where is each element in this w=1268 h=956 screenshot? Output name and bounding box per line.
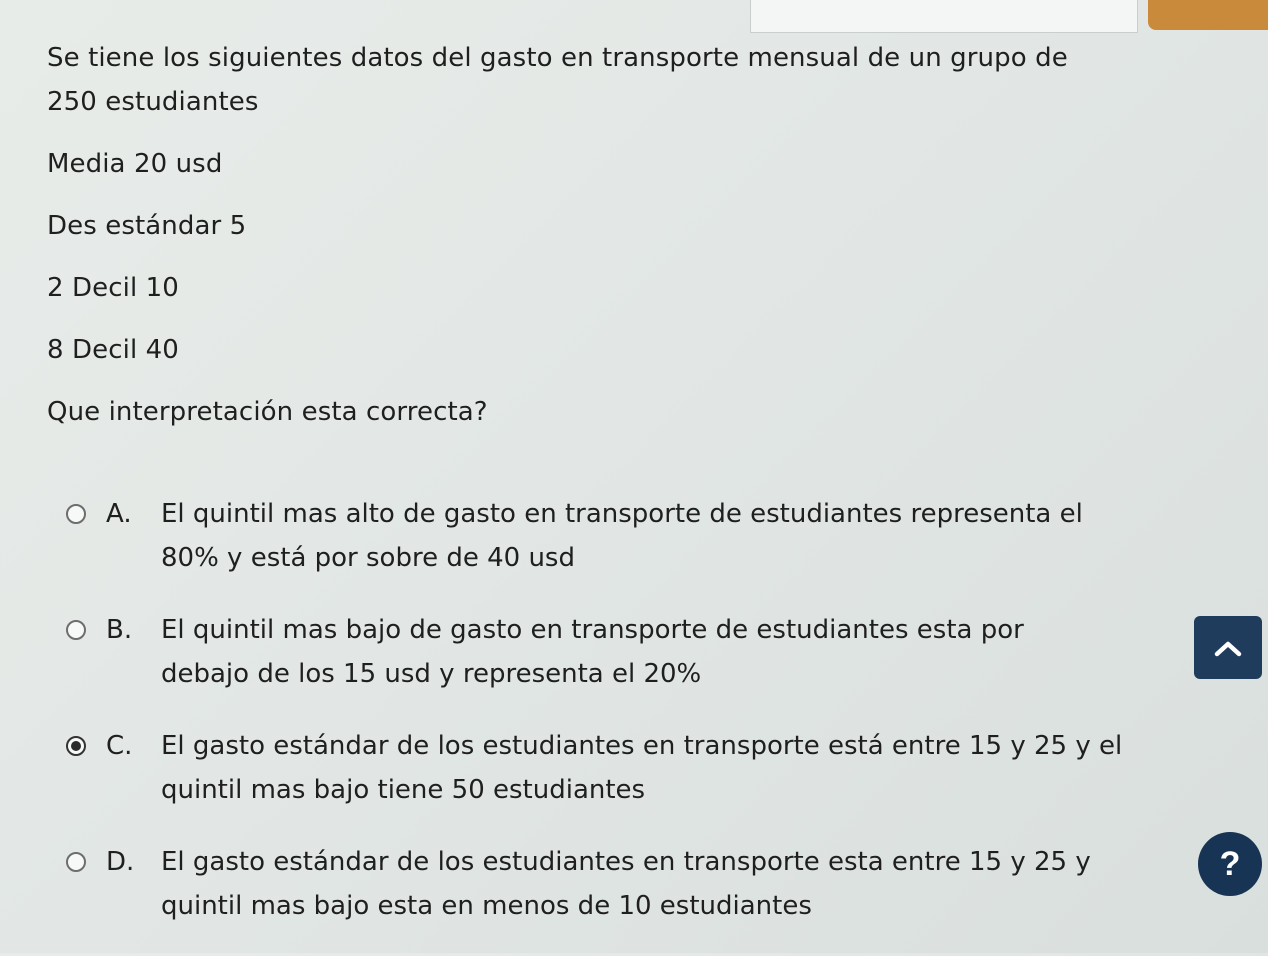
- question-block: [47, 36, 1227, 434]
- radio-option-c[interactable]: [66, 736, 86, 756]
- option-letter: C.: [106, 731, 133, 761]
- option-b[interactable]: [66, 608, 1246, 724]
- question-icon: ?: [1219, 844, 1241, 883]
- top-input-field[interactable]: [750, 0, 1138, 33]
- option-letter: A.: [106, 499, 132, 529]
- chevron-up-icon: [1213, 639, 1243, 657]
- option-text-line: debajo de los 15 usd y representa el 20%: [161, 659, 702, 689]
- data-decile-8: 8 Decil 40: [47, 335, 179, 365]
- scroll-to-top-button[interactable]: [1194, 616, 1262, 679]
- help-button[interactable]: [1198, 832, 1262, 896]
- option-letter: D.: [106, 847, 135, 877]
- option-text: [161, 724, 1246, 812]
- option-letter: B.: [106, 615, 133, 645]
- data-std-dev: Des estándar 5: [47, 211, 247, 241]
- option-text-line: El gasto estándar de los estudiantes en transporte está entre 15 y 25 y el: [161, 731, 1123, 761]
- option-text: [161, 492, 1246, 580]
- option-text-line: quintil mas bajo tiene 50 estudiantes: [161, 775, 646, 805]
- question-prompt: Que interpretación esta correcta?: [47, 397, 488, 427]
- radio-option-a[interactable]: [66, 504, 86, 524]
- option-text: [161, 608, 1246, 696]
- option-c[interactable]: [66, 724, 1246, 840]
- option-text-line: El quintil mas alto de gasto en transporte de estudiantes representa el: [161, 499, 1083, 529]
- option-text-line: El gasto estándar de los estudiantes en transporte esta entre 15 y 25 y: [161, 847, 1091, 877]
- radio-option-d[interactable]: [66, 852, 86, 872]
- data-mean: Media 20 usd: [47, 149, 223, 179]
- data-decile-2: 2 Decil 10: [47, 273, 179, 303]
- question-line: Se tiene los siguientes datos del gasto en transporte mensual de un grupo de: [47, 43, 1068, 73]
- radio-option-b[interactable]: [66, 620, 86, 640]
- top-tab-button[interactable]: [1148, 0, 1268, 30]
- option-d[interactable]: [66, 840, 1246, 956]
- question-line: 250 estudiantes: [47, 87, 259, 117]
- option-text-line: El quintil mas bajo de gasto en transporte de estudiantes esta por: [161, 615, 1024, 645]
- option-text-line: quintil mas bajo esta en menos de 10 estudiantes: [161, 891, 812, 921]
- option-a[interactable]: [66, 492, 1246, 608]
- option-text: [161, 840, 1246, 928]
- option-text-line: 80% y está por sobre de 40 usd: [161, 543, 575, 573]
- answer-options: [66, 492, 1246, 956]
